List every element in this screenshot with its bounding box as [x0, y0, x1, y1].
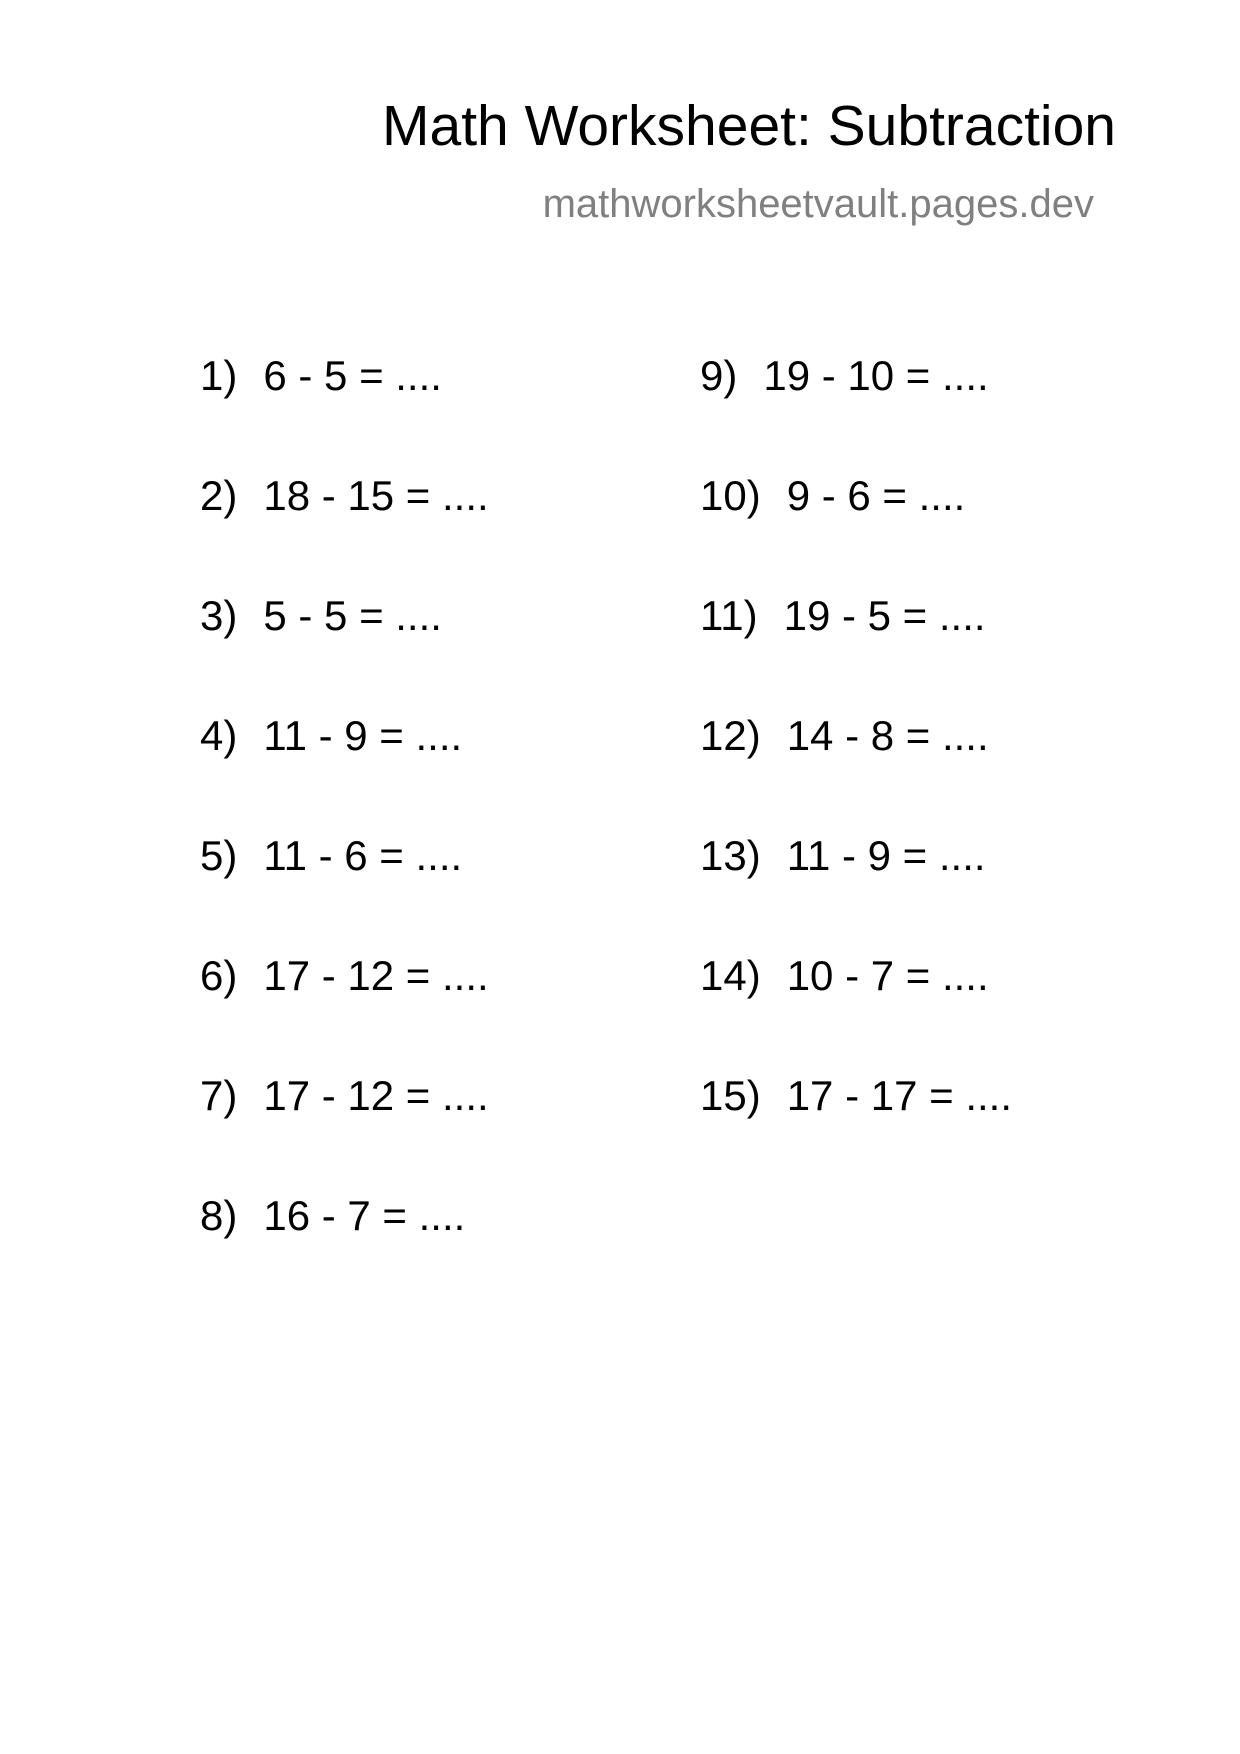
- problem-2: [200, 472, 650, 595]
- problem-expression: 19 - 5 = ....: [783, 592, 986, 639]
- problem-12: [700, 712, 1150, 835]
- problem-expression: 10 - 7 = ....: [786, 952, 989, 999]
- problem-number: 3): [200, 592, 238, 639]
- problem-5: [200, 832, 650, 955]
- problem-column-right: [700, 352, 1150, 1195]
- problem-number: 11): [700, 592, 758, 639]
- problem-expression: 16 - 7 = ....: [263, 1192, 466, 1239]
- problem-number: 6): [200, 952, 238, 999]
- problem-number: 5): [200, 832, 238, 879]
- problem-9: [700, 352, 1150, 475]
- problem-10: [700, 472, 1150, 595]
- problem-expression: 11 - 6 = ....: [263, 832, 463, 879]
- problem-expression: 6 - 5 = ....: [263, 352, 442, 399]
- problem-11: [700, 592, 1150, 715]
- problem-number: 10): [700, 472, 761, 519]
- problem-number: 12): [700, 712, 761, 759]
- problem-expression: 9 - 6 = ....: [786, 472, 966, 519]
- problem-expression: 5 - 5 = ....: [263, 592, 442, 639]
- problem-number: 14): [700, 952, 761, 999]
- problem-number: 8): [200, 1192, 238, 1239]
- problem-expression: 11 - 9 = ....: [786, 832, 986, 879]
- problem-number: 15): [700, 1072, 761, 1119]
- problem-13: [700, 832, 1150, 955]
- problem-3: [200, 592, 650, 715]
- problem-expression: 17 - 17 = ....: [786, 1072, 1013, 1119]
- problem-expression: 14 - 8 = ....: [786, 712, 989, 759]
- problem-number: 13): [700, 832, 761, 879]
- problem-column-left: [200, 352, 650, 1315]
- problem-number: 9): [700, 352, 738, 399]
- problem-8: [200, 1192, 650, 1315]
- problem-number: 7): [200, 1072, 238, 1119]
- problem-14: [700, 952, 1150, 1075]
- problem-number: 1): [200, 352, 238, 399]
- problem-1: [200, 352, 650, 475]
- problem-7: [200, 1072, 650, 1195]
- problem-expression: 17 - 12 = ....: [263, 952, 489, 999]
- problem-number: 4): [200, 712, 238, 759]
- problem-expression: 11 - 9 = ....: [263, 712, 463, 759]
- problem-6: [200, 952, 650, 1075]
- problem-list: [200, 352, 1140, 1275]
- problem-number: 2): [200, 472, 238, 519]
- problem-4: [200, 712, 650, 835]
- problem-expression: 17 - 12 = ....: [263, 1072, 489, 1119]
- page-title: Math Worksheet: Subtraction: [382, 94, 1116, 158]
- website-url: mathworksheetvault.pages.dev: [542, 182, 1094, 226]
- problem-expression: 19 - 10 = ....: [763, 352, 989, 399]
- problem-15: [700, 1072, 1150, 1195]
- problem-expression: 18 - 15 = ....: [263, 472, 489, 519]
